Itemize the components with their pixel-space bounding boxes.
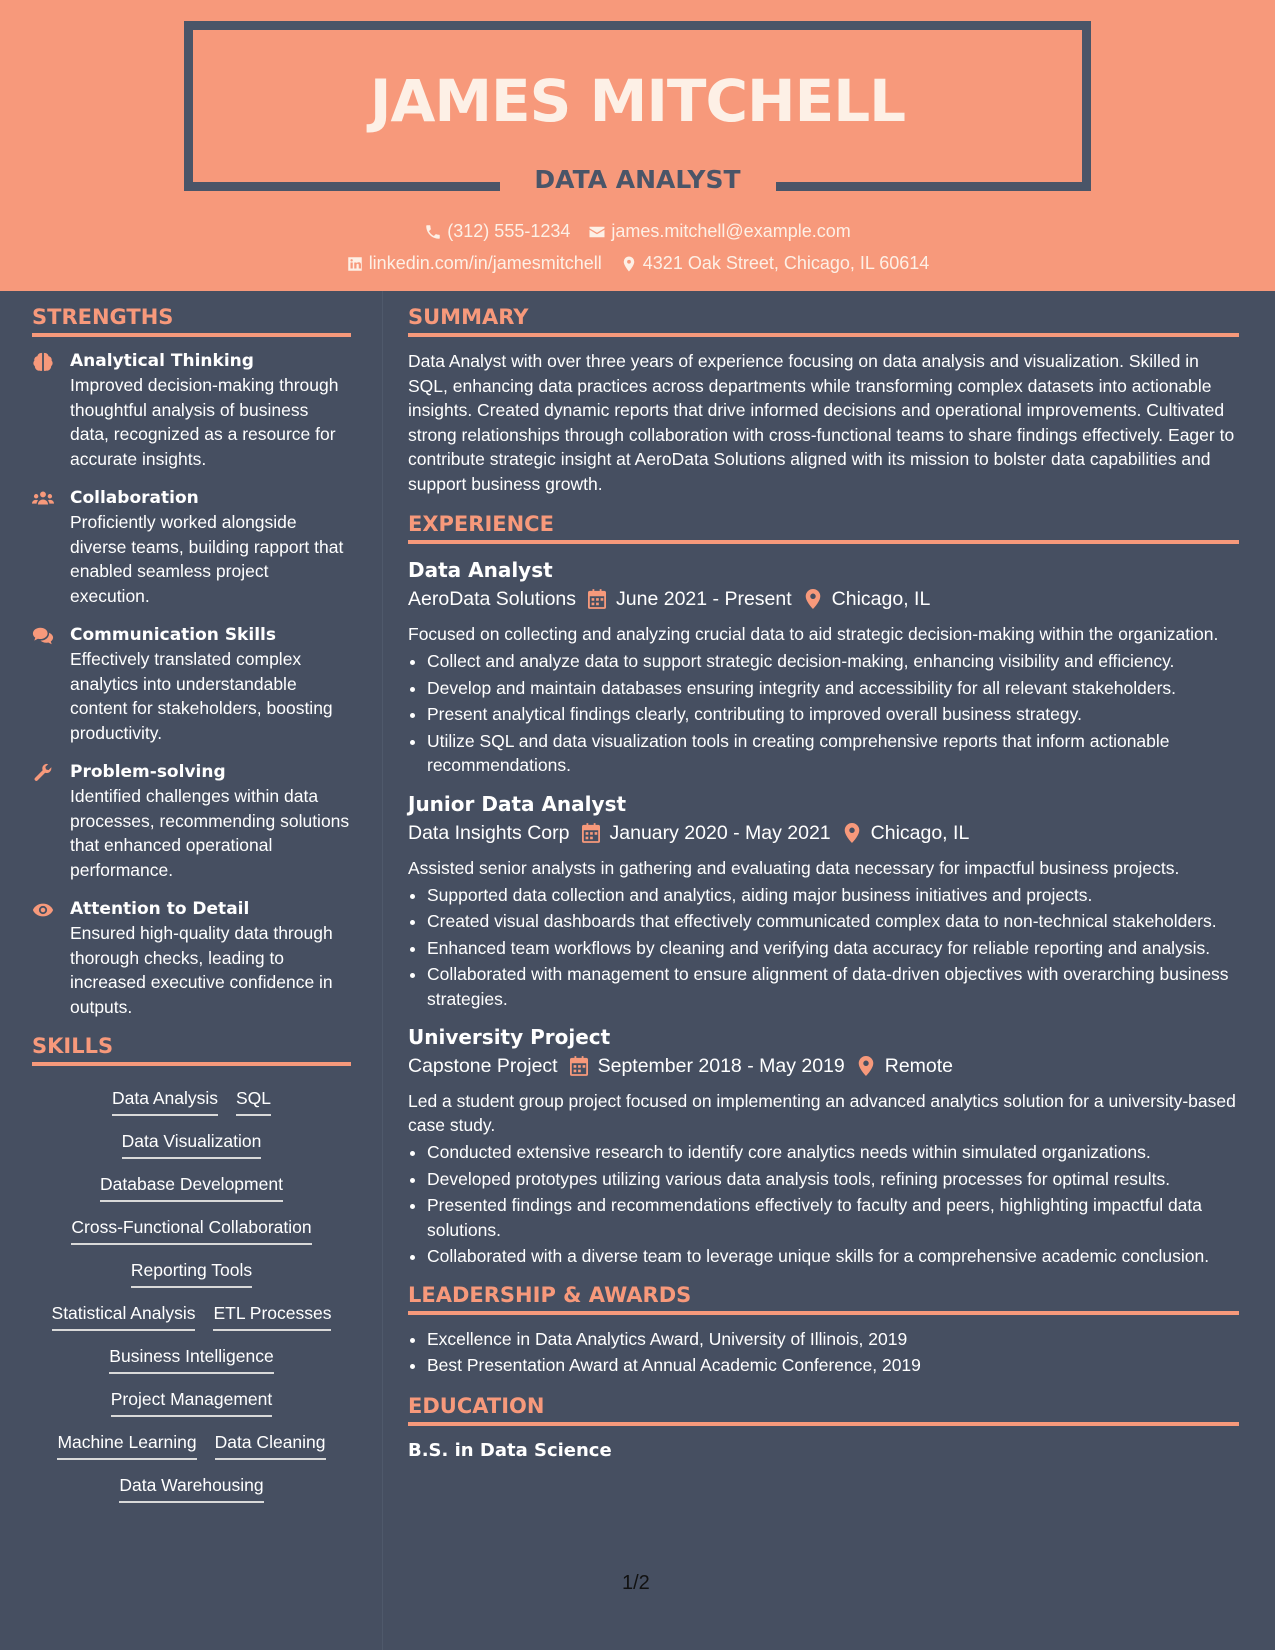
list-item: • Utilize SQL and data visualization tools in creating comprehensive reports that inform actionable recommendations.: [427, 729, 1239, 778]
calendar-icon: [588, 589, 606, 609]
candidate-name: JAMES MITCHELL: [369, 67, 906, 135]
job-description: Focused on collecting and analyzing crucial data to aid strategic decision-making within the organization.: [408, 624, 1219, 645]
skill-tag: ETL Processes: [213, 1301, 331, 1331]
contact-row-1: [0, 221, 1275, 242]
skill-row: [122, 1129, 262, 1159]
skill-row: [100, 1172, 283, 1202]
skill-row: [71, 1215, 311, 1245]
skill-row: [112, 1086, 271, 1116]
skill-tag: Statistical Analysis: [52, 1301, 196, 1331]
job-company: Capstone Project: [408, 1055, 558, 1078]
job-entry: [408, 1023, 1239, 1269]
job-position: Junior Data Analyst: [408, 791, 627, 816]
calendar-icon: [570, 1056, 588, 1076]
job-position: Data Analyst: [408, 558, 553, 583]
list-item: • Develop and maintain databases ensuring integrity and accessibility for all relevant stakeholders.: [427, 676, 1239, 701]
calendar-icon: [582, 823, 600, 843]
skill-row: [111, 1387, 272, 1417]
job-location: Chicago, IL: [870, 821, 970, 844]
linkedin-icon: [346, 255, 364, 273]
job-meta: [408, 818, 1239, 848]
list-item: • Supported data collection and analytics, aiding major business initiatives and projects.: [427, 883, 1239, 908]
envelope-icon: [588, 223, 606, 241]
awards-heading: LEADERSHIP & AWARDS: [408, 1283, 1239, 1315]
page-number: 1/2: [622, 1572, 650, 1594]
skill-tag: Data Cleaning: [215, 1430, 326, 1460]
strength-title: Problem-solving: [70, 762, 226, 783]
phone-text: (312) 555-1234: [447, 221, 571, 241]
job-dates: June 2021 - Present: [616, 588, 792, 611]
strength-title: Attention to Detail: [70, 899, 250, 920]
email-text: james.mitchell@example.com: [611, 221, 851, 241]
skill-row: [52, 1301, 332, 1331]
list-item: • Present analytical findings clearly, contributing to improved overall business strategy.: [427, 702, 1239, 727]
strength-title: Communication Skills: [70, 625, 276, 646]
awards-list: [408, 1327, 1239, 1378]
strengths-heading: STRENGTHS: [32, 305, 351, 337]
strength-item: [32, 760, 351, 882]
email-contact[interactable]: [588, 221, 850, 242]
job-description: Assisted senior analysts in gathering and evaluating data necessary for impactful business projects.: [408, 857, 1180, 878]
job-title: DATA ANALYST: [534, 165, 741, 194]
job-description: Led a student group project focused on implementing an advanced analytics solution for a university-based case study.: [408, 1091, 1236, 1136]
phone-icon: [424, 223, 442, 241]
list-item: • Developed prototypes utilizing various data analysis tools, refining processes for optimal results.: [427, 1167, 1239, 1192]
linkedin-contact[interactable]: [346, 253, 602, 274]
job-dates: September 2018 - May 2019: [597, 1055, 845, 1078]
job-position: University Project: [408, 1025, 611, 1050]
strength-item: [32, 623, 351, 745]
strength-description: Proficiently worked alongside diverse teams, building rapport that enabled seamless project execution.: [70, 512, 344, 606]
skill-tag: Reporting Tools: [131, 1258, 252, 1288]
list-item: • Presented findings and recommendations effectively to faculty and peers, highlighting impactful data solutions.: [427, 1193, 1239, 1242]
address-text: 4321 Oak Street, Chicago, IL 60614: [642, 253, 930, 273]
left-column: [32, 305, 351, 1503]
map-pin-icon: [804, 589, 822, 609]
list-item: • Excellence in Data Analytics Award, University of Illinois, 2019: [427, 1327, 1239, 1352]
job-meta: [408, 584, 1239, 614]
strength-description: Ensured high-quality data through thorough checks, leading to increased executive confidence in outputs.: [70, 923, 333, 1017]
address-contact: [620, 253, 930, 274]
skill-tag: Database Development: [100, 1172, 283, 1202]
summary-text: Data Analyst with over three years of experience focusing on data analysis and visualization. Skilled in SQL, enhancing data practices across departments while transforming complex datasets into actionable insights. Created dynamic reports that drive informed decisions and operational improvements. Cultivated strong relationships through collaboration with cross-functional teams to share findings effectively. Eager to contribute strategic insight at AeroData Solutions aligned with its mission to bolster data capabilities and support business growth.: [408, 351, 1235, 494]
experience-heading: EXPERIENCE: [408, 512, 1239, 544]
job-company: AeroData Solutions: [408, 588, 577, 611]
map-pin-icon: [620, 255, 638, 273]
job-entry: [408, 556, 1239, 778]
list-item: • Collaborated with a diverse team to leverage unique skills for a comprehensive academic conclusion.: [427, 1244, 1239, 1269]
education-heading: EDUCATION: [408, 1394, 1239, 1426]
skill-row: [109, 1344, 273, 1374]
job-company: Data Insights Corp: [408, 821, 570, 844]
skill-tag: Business Intelligence: [109, 1344, 273, 1374]
skills-heading: SKILLS: [32, 1034, 351, 1066]
skill-tag: Data Warehousing: [119, 1473, 263, 1503]
job-entry: [408, 790, 1239, 1012]
skill-row: [119, 1473, 263, 1503]
skill-tag: Cross-Functional Collaboration: [71, 1215, 311, 1245]
job-location: Chicago, IL: [831, 588, 931, 611]
eye-icon: [32, 900, 54, 920]
phone-contact[interactable]: [424, 221, 570, 242]
brain-icon: [32, 352, 54, 372]
list-item: • Collect and analyze data to support strategic decision-making, enhancing visibility and efficiency.: [427, 649, 1239, 674]
skill-tag: Data Visualization: [122, 1129, 262, 1159]
list-item: • Collaborated with management to ensure alignment of data-driven objectives with overarching business strategies.: [427, 962, 1239, 1011]
list-item: • Best Presentation Award at Annual Academic Conference, 2019: [427, 1353, 1239, 1378]
list-item: • Conducted extensive research to identify core analytics needs within simulated organizations.: [427, 1140, 1239, 1165]
skills-list: [32, 1086, 351, 1503]
education-degree: B.S. in Data Science: [408, 1440, 612, 1462]
list-item: • Created visual dashboards that effectively communicated complex data to non-technical stakeholders.: [427, 909, 1239, 934]
column-divider: [382, 291, 383, 1650]
contact-row-2: [0, 253, 1275, 274]
job-location: Remote: [884, 1055, 954, 1078]
list-item: • Enhanced team workflows by cleaning and verifying data accuracy for reliable reporting and analysis.: [427, 936, 1239, 961]
summary-heading: SUMMARY: [408, 305, 1239, 337]
job-bullets: [408, 883, 1239, 1012]
strength-description: Improved decision-making through thoughtful analysis of business data, recognized as a resource for accurate insights.: [70, 375, 339, 469]
strength-description: Identified challenges within data processes, recommending solutions that enhanced operational performance.: [70, 786, 350, 880]
skill-tag: SQL: [236, 1086, 271, 1116]
skill-row: [131, 1258, 252, 1288]
map-pin-icon: [857, 1056, 875, 1076]
job-bullets: [408, 1140, 1239, 1269]
strength-title: Analytical Thinking: [70, 351, 254, 372]
job-dates: January 2020 - May 2021: [609, 821, 831, 844]
strength-item: [32, 897, 351, 1019]
strength-item: [32, 486, 351, 608]
linkedin-text: linkedin.com/in/jamesmitchell: [368, 253, 602, 273]
strength-description: Effectively translated complex analytics into understandable content for stakeholders, boosting productivity.: [70, 649, 333, 743]
comments-icon: [32, 626, 54, 646]
map-pin-icon: [843, 823, 861, 843]
skill-tag: Data Analysis: [112, 1086, 218, 1116]
right-column: [408, 305, 1239, 1464]
job-bullets: [408, 649, 1239, 778]
resume-header: [0, 0, 1275, 291]
skill-tag: Project Management: [111, 1387, 272, 1417]
skill-row: [57, 1430, 325, 1460]
skill-tag: Machine Learning: [57, 1430, 196, 1460]
users-icon: [32, 489, 54, 509]
strength-item: [32, 349, 351, 471]
wrench-icon: [32, 763, 54, 783]
job-meta: [408, 1051, 1239, 1081]
strength-title: Collaboration: [70, 488, 199, 509]
